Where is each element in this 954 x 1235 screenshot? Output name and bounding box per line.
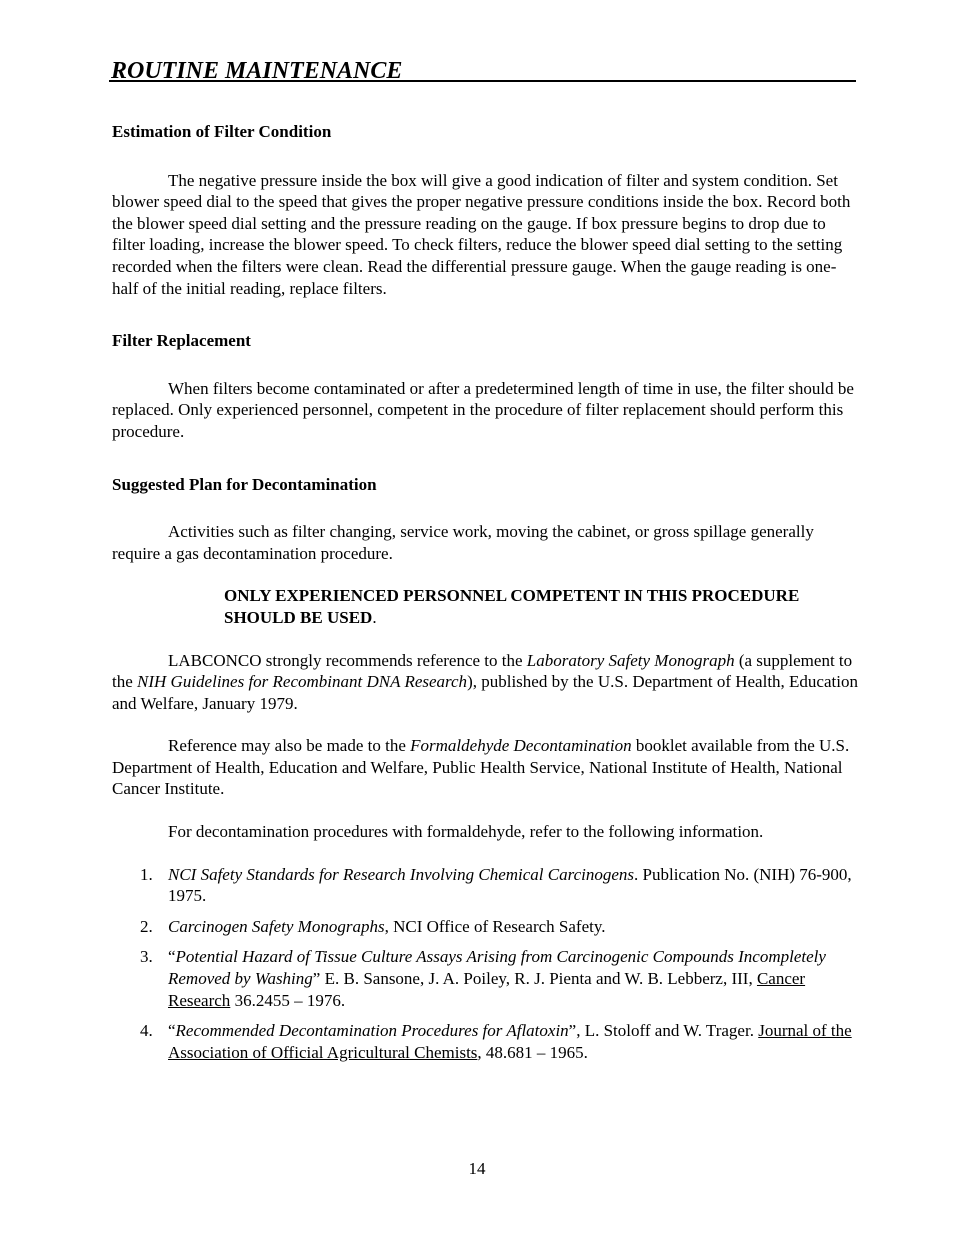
reference-journal: Journal of the Association of Official Agricultural Chemists — [168, 1021, 852, 1062]
section-heading-filter-condition: Estimation of Filter Condition — [112, 122, 332, 141]
paragraph-filter-replacement: When filters become contaminated or after a predetermined length of time in use, the filter should be replaced. Only experienced personnel, competent in the procedure of filter replacement should perform this procedure. — [112, 378, 854, 441]
section-heading-decontamination: Suggested Plan for Decontamination — [112, 474, 377, 494]
reference-citation: 36.2455 – 1976. — [230, 990, 346, 1010]
paragraph-formaldehyde — [112, 735, 858, 800]
paragraph-labconco — [112, 650, 858, 715]
paragraph-procedures-intro: For decontamination procedures with formaldehyde, refer to the following information. — [168, 822, 764, 842]
reference-list — [112, 864, 858, 1064]
warning-text: ONLY EXPERIENCED PERSONNEL COMPETENT IN THIS PROCEDURE SHOULD BE USED — [224, 586, 800, 627]
formaldehyde-text-c: booklet available from the U.S. Department of Health, Education and Welfare, Public Health Service, National Institute of Health, National Cancer Institute. — [112, 736, 850, 799]
page-content — [112, 121, 858, 1072]
warning-notice — [224, 585, 858, 628]
reference-details: , NCI Office of Research Safety. — [384, 916, 606, 936]
labconco-text-c: (a supplement to the — [112, 650, 853, 692]
section-heading-filter-replacement: Filter Replacement — [112, 331, 251, 351]
reference-citation: , 48.681 – 1965. — [477, 1042, 588, 1062]
labconco-nih-guidelines-title: NIH Guidelines for Recombinant DNA Research — [137, 672, 468, 692]
reference-item — [112, 1020, 858, 1063]
reference-number: 2. — [140, 916, 153, 936]
reference-number: 1. — [140, 864, 153, 884]
reference-details: . Publication No. (NIH) 76-900, 1975. — [168, 864, 852, 906]
reference-title: Recommended Decontamination Procedures for Aflatoxin — [175, 1021, 569, 1041]
labconco-text-e: ), published by the U.S. Department of Health, Education and Welfare, January 1979. — [112, 672, 858, 713]
formaldehyde-text-a: Reference may also be made to the — [168, 736, 411, 756]
formaldehyde-booklet-title: Formaldehyde Decontamination — [410, 736, 632, 756]
page-title: ROUTINE MAINTENANCE — [111, 58, 403, 84]
reference-open-quote: “ — [168, 1021, 176, 1041]
reference-item — [112, 946, 858, 1011]
labconco-text-a: LABCONCO strongly recommends reference to the — [168, 650, 527, 670]
page-number: 14 — [468, 1159, 486, 1178]
reference-number: 4. — [140, 1021, 153, 1041]
reference-details: ”, L. Stoloff and W. Trager. — [568, 1021, 759, 1041]
title-underline — [109, 80, 856, 82]
reference-title: Carcinogen Safety Monographs — [168, 916, 385, 936]
reference-title: Potential Hazard of Tissue Culture Assays Arising from Carcinogenic Compounds Incompletely Removed by Washing — [168, 947, 826, 989]
reference-details: ” E. B. Sansone, J. A. Poiley, R. J. Pienta and W. B. Lebberz, III, — [312, 969, 757, 989]
reference-number: 3. — [140, 947, 153, 967]
paragraph-filter-condition: The negative pressure inside the box will give a good indication of filter and system condition. Set blower speed dial to the speed that gives the proper negative pressure conditions inside the box. Record both the blower speed dial setting and the pressure reading on the gauge. If box pressure begins to drop due to filter loading, increase the blower speed. To check filters, reduce the blower speed dial setting to the setting recorded when the filters were clean. Read the differential pressure gauge. When the gauge reading is one-half of the initial reading, replace filters. — [112, 170, 851, 298]
reference-item — [112, 864, 858, 907]
reference-item — [112, 916, 858, 938]
paragraph-decontamination: Activities such as filter changing, service work, moving the cabinet, or gross spillage generally require a gas decontamination procedure. — [112, 522, 814, 563]
reference-open-quote: “ — [168, 947, 176, 967]
reference-title: NCI Safety Standards for Research Involving Chemical Carcinogens — [168, 864, 635, 884]
reference-journal: Cancer Research — [168, 969, 806, 1010]
labconco-monograph-title: Laboratory Safety Monograph — [526, 650, 735, 670]
warning-period: . — [372, 607, 377, 627]
